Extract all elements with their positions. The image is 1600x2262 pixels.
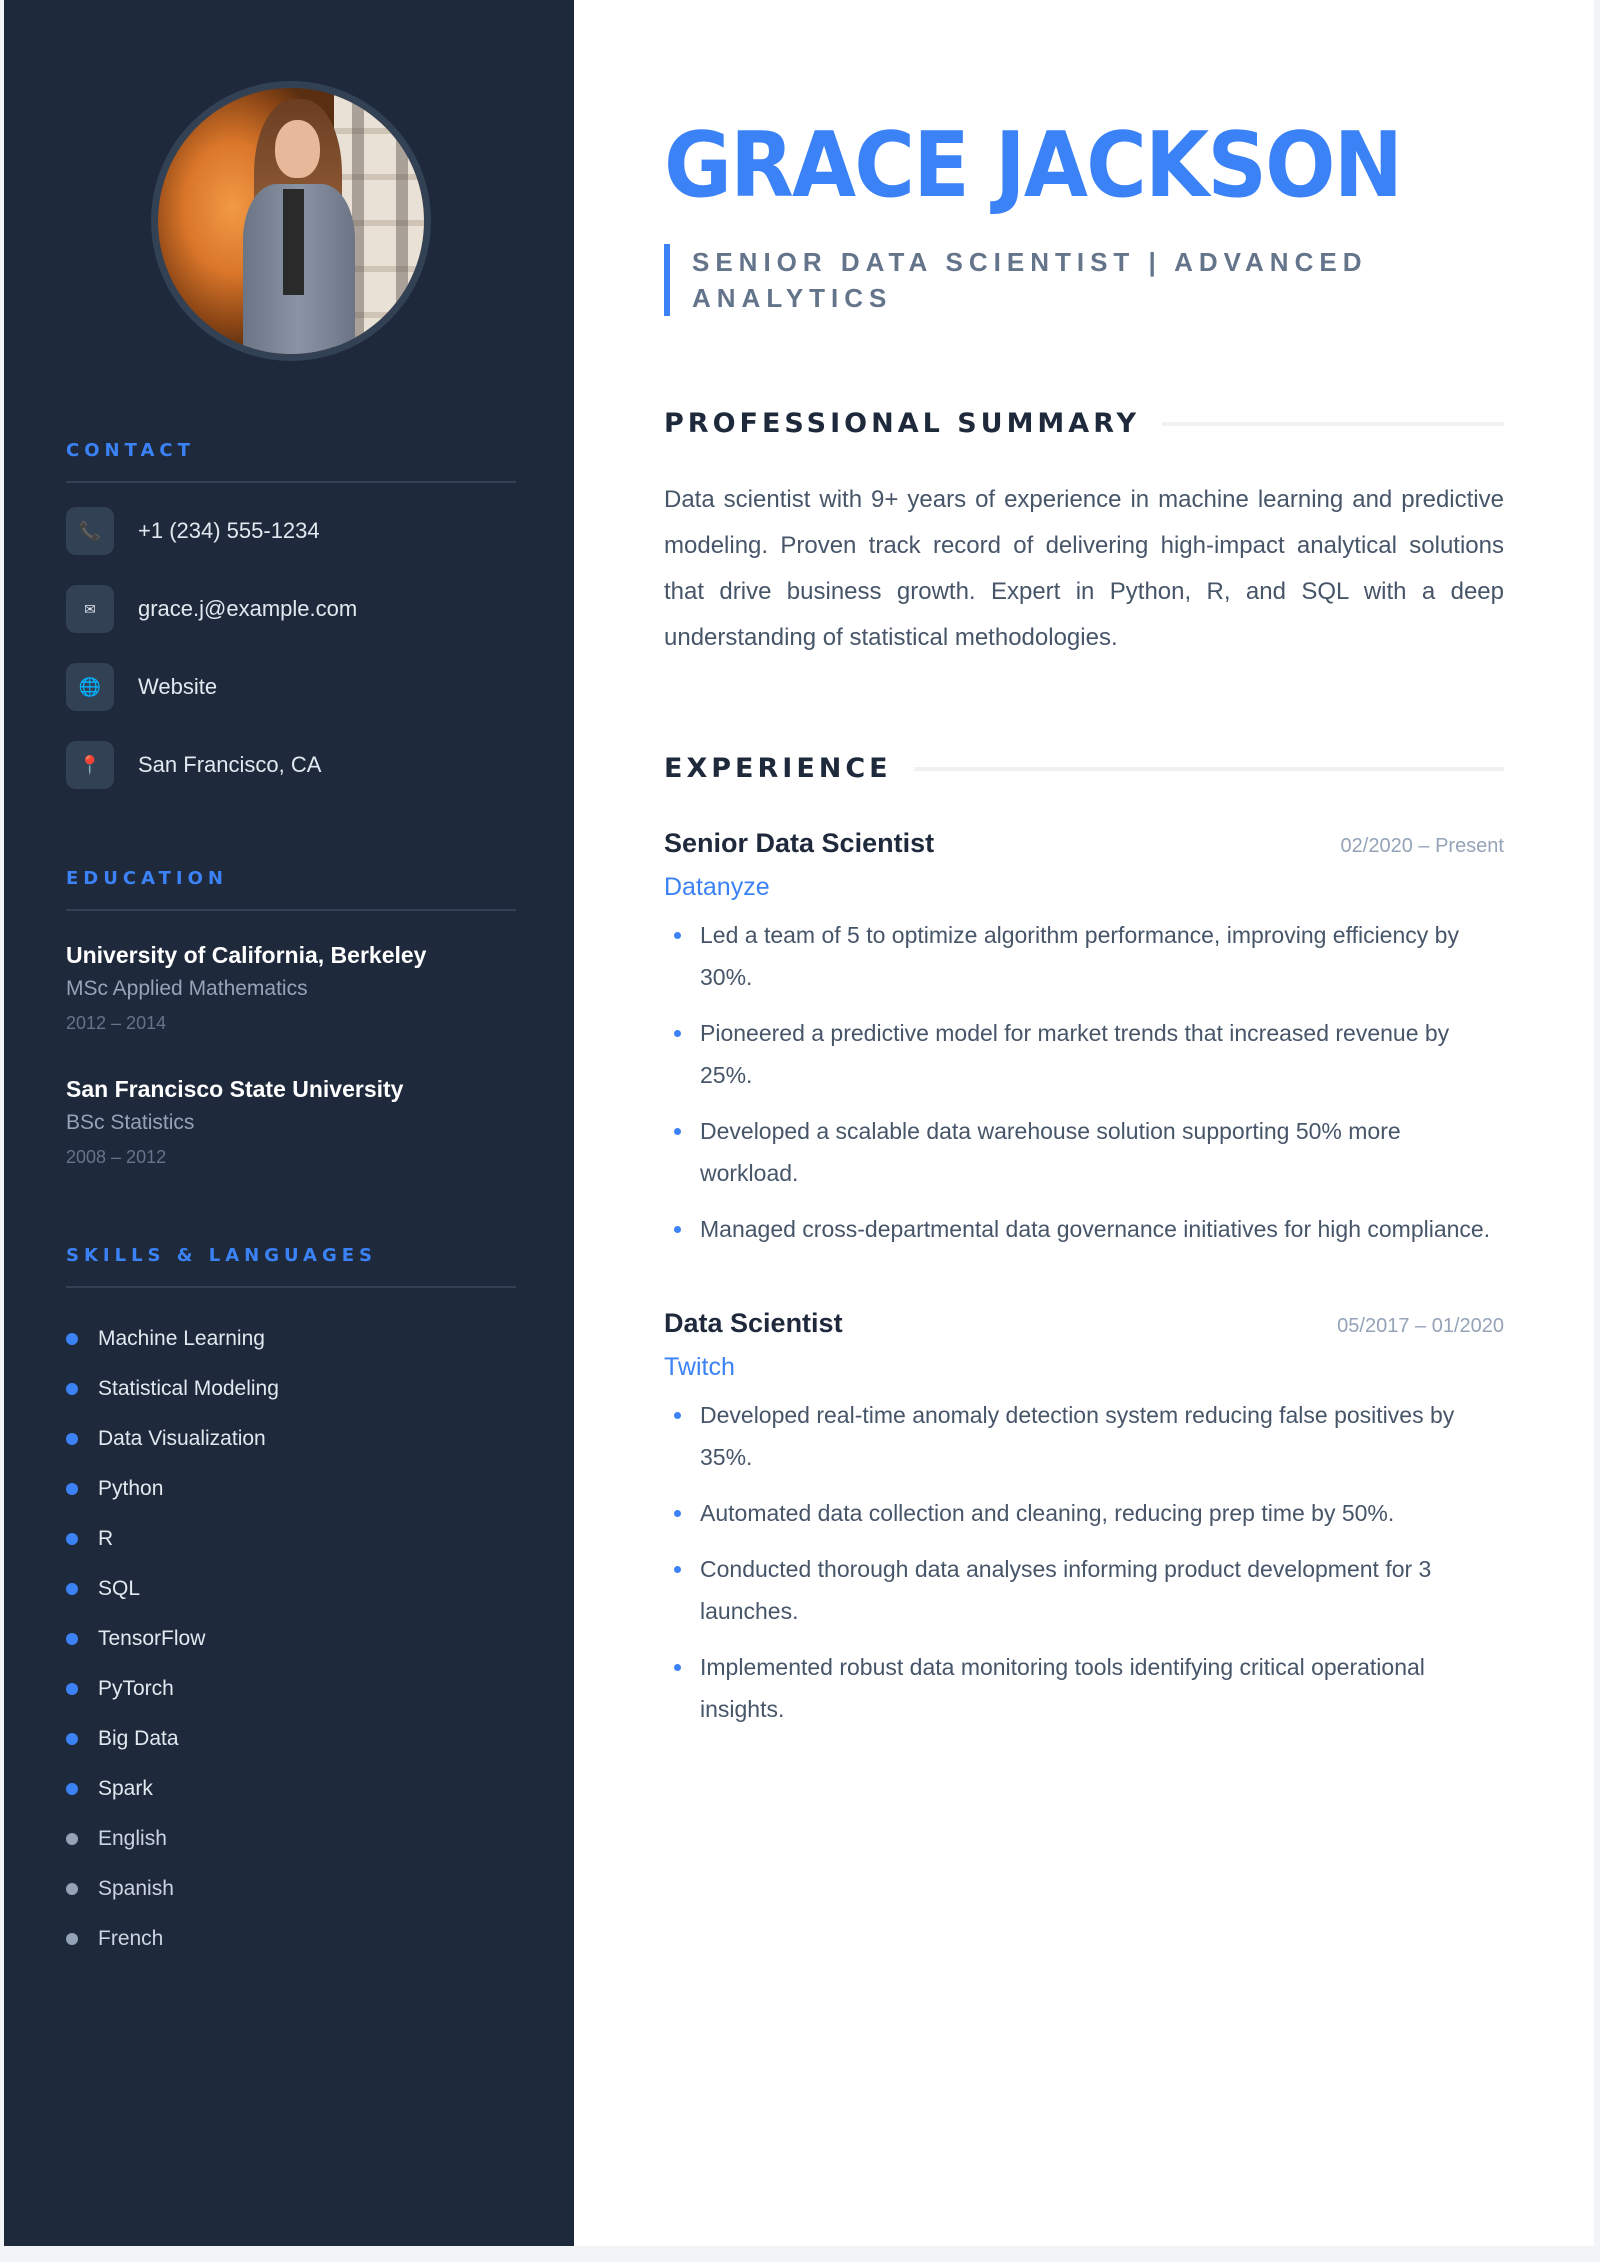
contact-location-text: San Francisco, CA <box>138 752 322 777</box>
job-company: Twitch <box>664 1353 735 1381</box>
bullet-dot-icon <box>674 1412 681 1419</box>
education-years: 2012 – 2014 <box>66 1013 167 1033</box>
bullet-dot-icon <box>674 1510 681 1517</box>
education-section <box>66 868 516 1173</box>
profile-photo <box>151 81 431 361</box>
skill-item <box>66 1464 516 1514</box>
skill-label: SQL <box>98 1577 141 1600</box>
sidebar <box>4 0 574 2246</box>
summary-text: Data scientist with 9+ years of experience in machine learning and predictive modeling. Proven track record of delivering high-impact analytical solutions that drive business growth. Expert in Python, R, and SQL with a deep understanding of statistical methodologies. <box>664 486 1504 651</box>
job-bullet-text: Managed cross-departmental data governance initiatives for high compliance. <box>700 1216 1491 1242</box>
job-company: Datanyze <box>664 873 770 901</box>
language-label: English <box>98 1827 167 1850</box>
contact-email[interactable] <box>66 585 516 633</box>
job-bullet-text: Conducted thorough data analyses informing product development for 3 launches. <box>700 1556 1432 1624</box>
job-bullet <box>664 1012 1504 1096</box>
language-label: Spanish <box>98 1877 174 1900</box>
globe-icon: 🌐 <box>66 663 114 711</box>
bullet-dot-icon <box>66 1483 78 1495</box>
summary-header <box>664 408 1504 439</box>
bullet-dot-icon <box>66 1383 78 1395</box>
bullet-dot-icon <box>66 1683 78 1695</box>
candidate-title: SENIOR DATA SCIENTIST | ADVANCED ANALYTICS <box>692 247 1368 313</box>
skill-label: Python <box>98 1477 164 1500</box>
bullet-dot-icon <box>66 1833 78 1845</box>
education-item <box>66 939 516 1039</box>
skills-heading: SKILLS & LANGUAGES <box>66 1245 516 1288</box>
job-bullet <box>664 1492 1504 1534</box>
skill-item <box>66 1414 516 1464</box>
job-title: Senior Data Scientist <box>664 828 935 858</box>
language-item <box>66 1864 516 1914</box>
education-school: San Francisco State University <box>66 1076 404 1102</box>
job-bullet <box>664 1110 1504 1194</box>
skill-item <box>66 1664 516 1714</box>
experience-heading: EXPERIENCE <box>664 753 892 784</box>
skill-label: Spark <box>98 1777 153 1800</box>
skill-label: Statistical Modeling <box>98 1377 279 1400</box>
language-label: French <box>98 1927 164 1950</box>
skill-label: Machine Learning <box>98 1327 265 1350</box>
bullet-dot-icon <box>66 1433 78 1445</box>
experience-section <box>664 753 1504 1744</box>
contact-phone-text: +1 (234) 555-1234 <box>138 518 320 543</box>
job-bullet-text: Led a team of 5 to optimize algorithm performance, improving efficiency by 30%. <box>700 922 1459 990</box>
summary-heading: PROFESSIONAL SUMMARY <box>664 408 1141 439</box>
job-bullet <box>664 1394 1504 1478</box>
contact-section <box>66 440 516 819</box>
skill-item <box>66 1714 516 1764</box>
job-header <box>664 828 1504 859</box>
skill-label: R <box>98 1527 114 1550</box>
job-title-block <box>664 244 1384 316</box>
job-bullets <box>664 914 1504 1250</box>
job-header <box>664 1308 1504 1339</box>
candidate-name: GRACE JACKSON <box>664 113 1402 218</box>
job-entry <box>664 1308 1504 1730</box>
bullet-dot-icon <box>66 1533 78 1545</box>
bullet-dot-icon <box>66 1333 78 1345</box>
photo-shirt <box>283 189 304 295</box>
skill-item <box>66 1564 516 1614</box>
language-item <box>66 1814 516 1864</box>
education-years: 2008 – 2012 <box>66 1147 167 1167</box>
education-degree: MSc Applied Mathematics <box>66 977 308 1000</box>
skills-section <box>66 1245 516 1964</box>
job-bullet <box>664 914 1504 998</box>
experience-header <box>664 753 1504 784</box>
education-school: University of California, Berkeley <box>66 942 427 968</box>
location-pin-icon: 📍 <box>66 741 114 789</box>
bullet-dot-icon <box>674 1664 681 1671</box>
job-entry <box>664 828 1504 1250</box>
bullet-dot-icon <box>674 1030 681 1037</box>
summary-section <box>664 408 1504 661</box>
contact-website-text: Website <box>138 674 218 699</box>
job-dates: 02/2020 – Present <box>1340 835 1504 857</box>
profile-photo-image <box>158 88 424 354</box>
bullet-dot-icon <box>66 1583 78 1595</box>
job-bullet <box>664 1548 1504 1632</box>
job-bullet <box>664 1208 1504 1250</box>
contact-phone[interactable] <box>66 507 516 555</box>
bullet-dot-icon <box>66 1883 78 1895</box>
education-item <box>66 1073 516 1173</box>
job-bullet-text: Pioneered a predictive model for market trends that increased revenue by 25%. <box>700 1020 1450 1088</box>
resume-page <box>4 0 1594 2246</box>
contact-list <box>66 507 516 789</box>
main-content <box>574 0 1594 2246</box>
job-bullet-text: Automated data collection and cleaning, reducing prep time by 50%. <box>700 1500 1395 1526</box>
contact-email-text: grace.j@example.com <box>138 596 358 621</box>
phone-icon: 📞 <box>66 507 114 555</box>
skill-label: Big Data <box>98 1727 179 1750</box>
skill-item <box>66 1514 516 1564</box>
bullet-dot-icon <box>66 1783 78 1795</box>
skill-label: PyTorch <box>98 1677 174 1700</box>
skill-item <box>66 1364 516 1414</box>
job-bullet-text: Developed real-time anomaly detection system reducing false positives by 35%. <box>700 1402 1455 1470</box>
bullet-dot-icon <box>674 1566 681 1573</box>
education-degree: BSc Statistics <box>66 1111 195 1134</box>
bullet-dot-icon <box>674 932 681 939</box>
section-divider <box>1162 422 1504 426</box>
education-heading: EDUCATION <box>66 868 516 911</box>
bullet-dot-icon <box>66 1633 78 1645</box>
contact-heading: CONTACT <box>66 440 516 483</box>
bullet-dot-icon <box>66 1733 78 1745</box>
section-divider <box>914 767 1504 771</box>
email-icon: ✉ <box>66 585 114 633</box>
bullet-dot-icon <box>66 1933 78 1945</box>
job-bullet <box>664 1646 1504 1730</box>
language-item <box>66 1914 516 1964</box>
skills-list <box>66 1314 516 1964</box>
job-dates: 05/2017 – 01/2020 <box>1337 1315 1504 1337</box>
job-bullet-text: Developed a scalable data warehouse solution supporting 50% more workload. <box>700 1118 1401 1186</box>
bullet-dot-icon <box>674 1128 681 1135</box>
job-title: Data Scientist <box>664 1308 843 1338</box>
bullet-dot-icon <box>674 1226 681 1233</box>
job-bullets <box>664 1394 1504 1730</box>
contact-location <box>66 741 516 789</box>
skill-item <box>66 1614 516 1664</box>
skill-label: Data Visualization <box>98 1427 266 1450</box>
skill-label: TensorFlow <box>98 1627 206 1650</box>
skill-item <box>66 1764 516 1814</box>
photo-face <box>275 120 320 179</box>
skill-item <box>66 1314 516 1364</box>
contact-website[interactable] <box>66 663 516 711</box>
job-bullet-text: Implemented robust data monitoring tools identifying critical operational insights. <box>700 1654 1425 1722</box>
